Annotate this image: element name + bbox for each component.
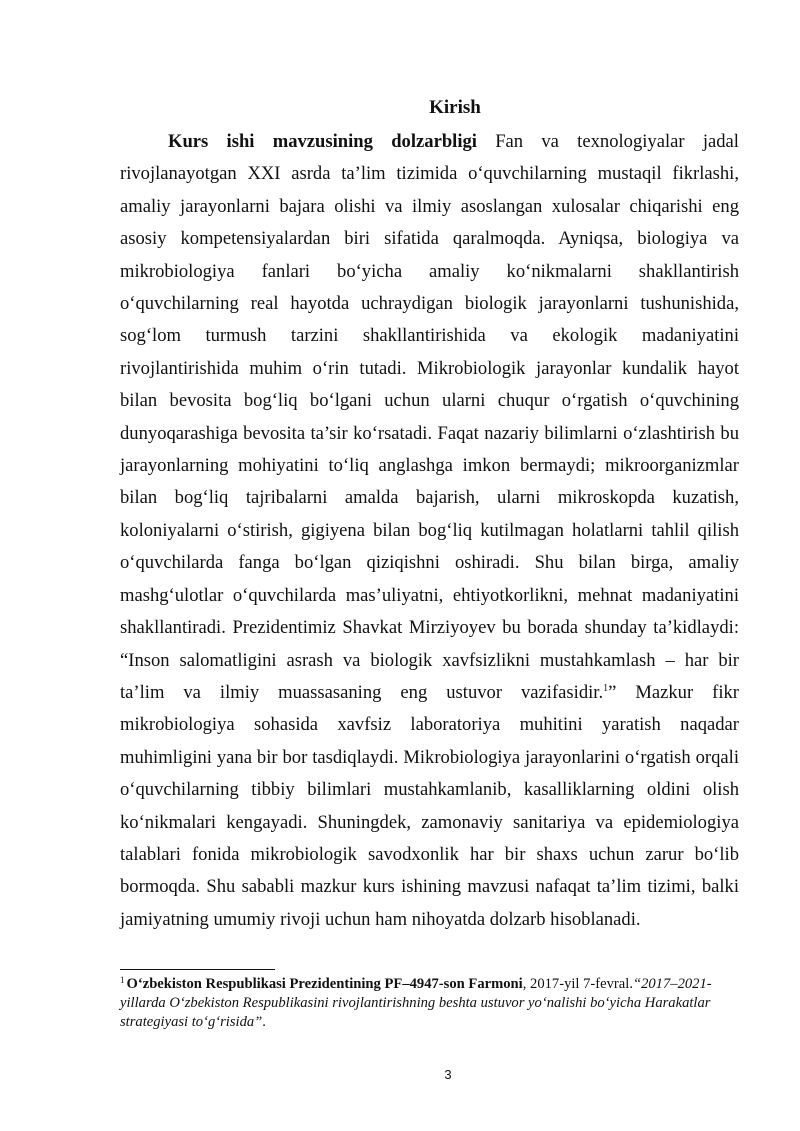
- body-text-part2: ” Mazkur fikr mikrobiologiya sohasida xavfsiz laboratoriya muhitini yaratish naqadar muhimligini yana bir bor tasdiqlaydi. Mikrobiologiya jarayonlarini o‘rgatish orqali o‘quvchilarning tibbiy bilimlari mustahkamlanib, kasalliklarning oldini olish ko‘nikmalari kengayadi. Shuningdek, zamonaviy sanitariya va epidemiologiya talablari fonida mikrobiologik savodxonlik har bir shaxs uchun zarur bo‘lib bormoqda. Shu sababli mazkur kurs ishining mavzusi nafaqat ta’lim tizimi, balki jamiyatning umumiy rivoji uchun ham nihoyatda dolzarb hisoblanadi.: [120, 681, 739, 930]
- body-paragraph: [120, 126, 739, 936]
- section-heading: Kirish: [429, 97, 481, 118]
- page-number: 3: [444, 1067, 452, 1082]
- footnote: [120, 975, 740, 1032]
- footnote-date: , 2017-yil 7-fevral.: [522, 976, 633, 992]
- body-text-part1: Fan va texnologiyalar jadal rivojlanayotgan XXI asrda ta’lim tizimida o‘quvchilarning mustaqil fikrlashi, amaliy jarayonlarni bajara olishi va ilmiy asoslangan xulosalar chiqarishi eng asosiy kompetensiyalardan biri sifatida qaralmoqda. Ayniqsa, biologiya va mikrobiologiya fanlari bo‘yicha amaliy ko‘nikmalarni shakllantirish o‘quvchilarning real hayotda uchraydigan biologik jarayonlarni tushunishida, sog‘lom turmush tarzini shakllantirishida va ekologik madaniyatini rivojlantirishida muhim o‘rin tutadi. Mikrobiologik jarayonlar kundalik hayot bilan bevosita bog‘liq bo‘lgani uchun ularni chuqur o‘rgatish o‘quvchining dunyoqarashiga bevosita ta’sir ko‘rsatadi. Faqat nazariy bilimlarni o‘zlashtirish bu jarayonlarning mohiyatini to‘liq anglashga imkon bermaydi; mikroorganizmlar bilan bog‘liq tajribalarni amalda bajarish, ularni mikroskopda kuzatish, koloniyalarni o‘stirish, gigiyena bilan bog‘liq kutilmagan holatlarni tahlil qilish o‘quvchilarda fanga bo‘lgan qiziqishni oshiradi. Shu bilan birga, amaliy mashg‘ulotlar o‘quvchilarda mas’uliyatni, ehtiyotkorlikni, mehnat madaniyatini shakllantiradi. Prezidentimiz Shavkat Mirziyoyev bu borada shunday ta’kidlaydi: “Inson salomatligini asrash va biologik xavfsizlikni mustahkamlash – har bir ta’lim va ilmiy muassasaning eng ustuvor vazifasidir.: [120, 131, 739, 703]
- footnote-separator: [120, 969, 275, 970]
- footnote-reference[interactable]: 1: [603, 682, 609, 694]
- footnote-title: “2017–2021-yillarda O‘zbekiston Respublikasini rivojlantirishning beshta ustuvor yo‘nalishi bo‘yicha Harakatlar strategiyasi to‘g‘risida”: [120, 976, 712, 1030]
- footnote-number: 1: [120, 975, 125, 985]
- footnote-end: .: [262, 1014, 266, 1030]
- footnote-source: O‘zbekiston Respublikasi Prezidentining PF–4947-son Farmoni: [126, 976, 523, 992]
- lead-phrase: Kurs ishi mavzusining dolzarbligi: [168, 131, 477, 152]
